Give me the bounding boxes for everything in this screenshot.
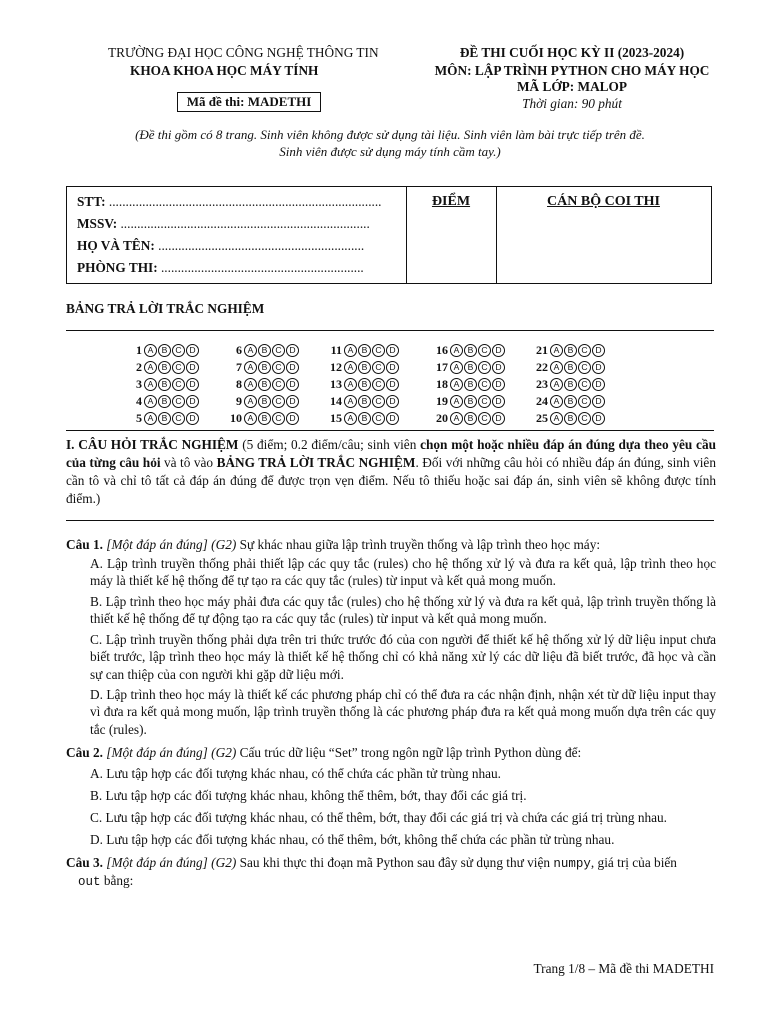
answer-bubble-b[interactable]: B — [258, 412, 271, 425]
answer-number: 2 — [136, 359, 142, 374]
answer-bubble-d[interactable]: D — [492, 344, 505, 357]
answer-bubble-a[interactable]: A — [550, 378, 563, 391]
answer-row — [320, 393, 399, 410]
answer-bubble-c[interactable]: C — [478, 412, 491, 425]
answer-bubble-b[interactable]: B — [564, 412, 577, 425]
answer-bubble-d[interactable]: D — [386, 344, 399, 357]
answer-bubble-d[interactable]: D — [386, 395, 399, 408]
answer-bubble-b[interactable]: B — [258, 395, 271, 408]
answer-bubble-c[interactable]: C — [172, 395, 185, 408]
name-field[interactable] — [77, 237, 364, 255]
answer-row — [220, 410, 299, 427]
answer-number: 18 — [436, 376, 448, 391]
answer-number: 12 — [330, 359, 342, 374]
answer-bubble-b[interactable]: B — [358, 378, 371, 391]
answer-bubble-c[interactable]: C — [372, 395, 385, 408]
answer-bubble-a[interactable]: A — [450, 412, 463, 425]
answer-number: 8 — [236, 376, 242, 391]
answer-bubble-b[interactable]: B — [158, 344, 171, 357]
answer-bubble-a[interactable]: A — [144, 378, 157, 391]
divider — [66, 430, 714, 431]
exam-title: ĐỀ THI CUỐI HỌC KỲ II (2023-2024) — [459, 45, 685, 60]
answer-bubble-b[interactable]: B — [464, 395, 477, 408]
question-tag: [Một đáp án đúng] (G2) — [106, 745, 237, 760]
answer-bubble-c[interactable]: C — [172, 412, 185, 425]
answer-bubble-a[interactable]: A — [344, 344, 357, 357]
question-label: Câu 3. — [66, 855, 103, 870]
answer-bubble-a[interactable]: A — [344, 378, 357, 391]
answer-number: 5 — [136, 410, 142, 425]
answer-bubble-d[interactable]: D — [386, 412, 399, 425]
instructions-heading: I. CÂU HỎI TRẮC NGHIỆM — [66, 437, 239, 452]
subject-title: MÔN: LẬP TRÌNH PYTHON CHO MÁY HỌC — [434, 63, 710, 78]
instructions-text: (5 điểm; 0.2 điểm/câu; sinh viên — [238, 437, 421, 452]
question-tag: [Một đáp án đúng] (G2) — [106, 537, 237, 552]
answer-number: 23 — [536, 376, 548, 391]
answer-number: 10 — [230, 410, 242, 425]
question-3 — [66, 854, 716, 891]
proctor-header: CÁN BỘ COI THI — [547, 194, 660, 209]
answer-bubble-c[interactable]: C — [272, 344, 285, 357]
answer-bubble-d[interactable]: D — [286, 344, 299, 357]
question-2 — [66, 744, 716, 761]
answer-bubble-d[interactable]: D — [186, 361, 199, 374]
answer-bubble-c[interactable]: C — [272, 412, 285, 425]
answer-number: 1 — [136, 342, 142, 357]
answer-row — [120, 342, 199, 359]
answer-bubble-a[interactable]: A — [550, 361, 563, 374]
answer-bubble-d[interactable]: D — [492, 412, 505, 425]
answer-row — [220, 342, 299, 359]
question-tag: [Một đáp án đúng] (G2) — [106, 855, 237, 870]
answer-bubble-c[interactable]: C — [172, 361, 185, 374]
name-dots: .............................................................. — [154, 238, 365, 253]
name-label: HỌ VÀ TÊN: — [77, 238, 155, 253]
option-1b: B. Lập trình theo học máy phải đưa các quy tắc (rules) cho hệ thống xử lý và đưa ra kết quả, lập trình truyền thống là thiết kế hệ thống để tự động tạo ra các quy tắc (rules) từ input và kết quả mong muốn. — [90, 594, 716, 627]
answer-number: 19 — [436, 393, 448, 408]
exam-note — [60, 126, 720, 160]
answer-bubble-b[interactable]: B — [358, 344, 371, 357]
university-name: TRƯỜNG ĐẠI HỌC CÔNG NGHỆ THÔNG TIN — [108, 45, 379, 60]
answer-bubble-b[interactable]: B — [564, 361, 577, 374]
answer-column — [220, 342, 299, 427]
answer-bubble-d[interactable]: D — [186, 378, 199, 391]
answer-number: 20 — [436, 410, 448, 425]
answer-bubble-b[interactable]: B — [464, 361, 477, 374]
answer-bubble-c[interactable]: C — [372, 412, 385, 425]
answer-bubble-c[interactable]: C — [272, 378, 285, 391]
question-text: , giá trị của biến — [590, 855, 677, 870]
answer-bubble-d[interactable]: D — [592, 361, 605, 374]
answer-bubble-d[interactable]: D — [286, 361, 299, 374]
answer-row — [320, 376, 399, 393]
stt-field[interactable] — [77, 193, 382, 211]
score-header: ĐIỂM — [431, 194, 471, 209]
answer-bubble-b[interactable]: B — [158, 378, 171, 391]
answer-bubble-c[interactable]: C — [578, 395, 591, 408]
answer-bubble-d[interactable]: D — [386, 378, 399, 391]
answer-bubble-d[interactable]: D — [286, 378, 299, 391]
answer-bubble-d[interactable]: D — [186, 344, 199, 357]
stt-dots: .................................................................................. — [105, 194, 382, 209]
answer-number: 4 — [136, 393, 142, 408]
question-label: Câu 2. — [66, 745, 103, 760]
answer-bubble-a[interactable]: A — [144, 395, 157, 408]
answer-bubble-a[interactable]: A — [550, 344, 563, 357]
answer-bubble-a[interactable]: A — [244, 361, 257, 374]
answer-column — [120, 342, 199, 427]
mssv-dots: ........................................................................... — [117, 216, 370, 231]
score-cell[interactable] — [406, 187, 497, 283]
answer-column — [320, 342, 399, 427]
answer-bubble-a[interactable]: A — [244, 412, 257, 425]
instructions-text: . Đối với những câu hỏi có nhiều đáp án đúng, sinh viên cần tô và chỉ tô tất cả đáp án đúng để được trọn vẹn điểm. Nếu tô thiếu hoặc sai đáp án, sinh viên sẽ không được tính điểm.) — [66, 455, 716, 507]
option-2b: B. Lưu tập hợp các đối tượng khác nhau, không thể thêm, bớt, thay đổi các giá trị. — [90, 788, 527, 803]
answer-bubble-b[interactable]: B — [464, 412, 477, 425]
answer-bubble-b[interactable]: B — [158, 361, 171, 374]
answer-bubble-c[interactable]: C — [578, 361, 591, 374]
code-out: out — [78, 875, 101, 890]
answer-number: 14 — [330, 393, 342, 408]
mssv-field[interactable] — [77, 215, 370, 233]
answer-number: 25 — [536, 410, 548, 425]
instructions-emphasis: BẢNG TRẢ LỜI TRẮC NGHIỆM — [216, 455, 416, 471]
answer-bubble-d[interactable]: D — [492, 395, 505, 408]
answer-row — [120, 376, 199, 393]
answer-row — [320, 410, 399, 427]
option-2c: C. Lưu tập hợp các đối tượng khác nhau, có thể thêm, bớt, thay đổi các giá trị và chứa các giá trị trùng nhau. — [90, 810, 667, 825]
answer-bubble-c[interactable]: C — [272, 361, 285, 374]
answer-bubble-d[interactable]: D — [492, 378, 505, 391]
answer-bubble-c[interactable]: C — [272, 395, 285, 408]
answer-row — [526, 393, 605, 410]
answer-number: 16 — [436, 342, 448, 357]
answer-bubble-d[interactable]: D — [592, 344, 605, 357]
code-numpy: numpy — [553, 857, 591, 871]
answer-bubble-d[interactable]: D — [386, 361, 399, 374]
answer-bubble-d[interactable]: D — [592, 412, 605, 425]
answer-bubble-c[interactable]: C — [478, 395, 491, 408]
answer-row — [220, 393, 299, 410]
answer-row — [526, 410, 605, 427]
class-code: MÃ LỚP: MALOP — [516, 79, 628, 94]
answer-bubble-a[interactable]: A — [344, 361, 357, 374]
answer-bubble-b[interactable]: B — [158, 412, 171, 425]
exam-note-line-2: Sinh viên được sử dụng máy tính cầm tay.) — [279, 144, 501, 160]
question-text: Sự khác nhau giữa lập trình truyền thống và lập trình theo học máy: — [236, 537, 601, 552]
answer-bubble-a[interactable]: A — [450, 378, 463, 391]
answer-bubble-a[interactable]: A — [144, 344, 157, 357]
proctor-cell[interactable] — [496, 187, 711, 283]
answer-column — [426, 342, 505, 427]
answer-row — [120, 410, 199, 427]
answer-bubble-a[interactable]: A — [450, 344, 463, 357]
answer-row — [426, 393, 505, 410]
answer-bubble-d[interactable]: D — [492, 361, 505, 374]
answer-number: 17 — [436, 359, 448, 374]
answer-sheet-title: BẢNG TRẢ LỜI TRẮC NGHIỆM — [66, 301, 265, 316]
option-1a: A. Lập trình truyền thống phải thiết lập các quy tắc (rules) cho hệ thống xử lý và đưa ra kết quả, lập trình theo học máy là thiết kế hệ thống để tự tạo ra các quy tắc (rules) từ input và kết quả mong muốn. — [90, 556, 716, 589]
answer-number: 13 — [330, 376, 342, 391]
room-field[interactable] — [77, 259, 364, 277]
answer-row — [526, 342, 605, 359]
instructions-emphasis: chọn một hoặc nhiều đáp án đúng dựa theo yêu cầu của từng câu hỏi — [66, 437, 716, 471]
answer-bubble-c[interactable]: C — [478, 361, 491, 374]
answer-bubble-b[interactable]: B — [158, 395, 171, 408]
answer-bubble-d[interactable]: D — [286, 412, 299, 425]
answer-bubble-c[interactable]: C — [172, 344, 185, 357]
answer-bubble-a[interactable]: A — [450, 361, 463, 374]
answer-row — [526, 359, 605, 376]
question-text: bằng: — [100, 873, 134, 889]
answer-bubble-b[interactable]: B — [564, 344, 577, 357]
answer-bubble-b[interactable]: B — [258, 361, 271, 374]
answer-bubble-c[interactable]: C — [478, 344, 491, 357]
answer-row — [120, 359, 199, 376]
answer-bubble-a[interactable]: A — [244, 395, 257, 408]
exam-note-line-1: (Đề thi gồm có 8 trang. Sinh viên không được sử dụng tài liệu. Sinh viên làm bài trực tiếp trên đề. — [135, 127, 645, 142]
answer-bubble-b[interactable]: B — [358, 395, 371, 408]
instructions-text: và tô vào — [160, 455, 217, 471]
answer-bubble-b[interactable]: B — [258, 378, 271, 391]
answer-row — [426, 359, 505, 376]
answer-bubble-a[interactable]: A — [244, 378, 257, 391]
answer-bubble-c[interactable]: C — [578, 378, 591, 391]
mssv-label: MSSV: — [77, 216, 118, 231]
exam-duration: Thời gian: 90 phút — [522, 96, 622, 111]
room-dots: ............................................................. — [157, 260, 364, 275]
answer-row — [426, 342, 505, 359]
answer-row — [220, 376, 299, 393]
answer-row — [526, 376, 605, 393]
answer-bubble-d[interactable]: D — [286, 395, 299, 408]
option-1d: D. Lập trình theo học máy là thiết kế các phương pháp chỉ có thể đưa ra các nhận định, nhận xét từ dữ liệu input thay vì đưa ra kết quả mong muốn, lập trình truyền thống là các phương pháp đưa ra kết quả mong muốn dựa trên các quy tắc (rules). — [90, 687, 716, 737]
answer-bubble-a[interactable]: A — [450, 395, 463, 408]
instructions — [66, 436, 716, 508]
answer-bubble-b[interactable]: B — [258, 344, 271, 357]
question-text: Sau khi thực thi đoạn mã Python sau đây sử dụng thư viện — [236, 855, 554, 870]
answer-row — [120, 393, 199, 410]
answer-bubble-c[interactable]: C — [372, 344, 385, 357]
answer-bubble-a[interactable]: A — [550, 395, 563, 408]
answer-bubble-a[interactable]: A — [344, 395, 357, 408]
answer-bubble-c[interactable]: C — [172, 378, 185, 391]
answer-number: 7 — [236, 359, 242, 374]
exam-code-box: Mã đề thi: MADETHI — [177, 92, 321, 112]
answer-row — [320, 359, 399, 376]
question-text: Cấu trúc dữ liệu “Set” trong ngôn ngữ lập trình Python dùng để: — [236, 745, 582, 760]
answer-bubble-a[interactable]: A — [144, 361, 157, 374]
answer-bubble-a[interactable]: A — [550, 412, 563, 425]
answer-number: 15 — [330, 410, 342, 425]
answer-bubble-b[interactable]: B — [564, 395, 577, 408]
student-info-fields — [67, 187, 407, 283]
answer-row — [220, 359, 299, 376]
question-label: Câu 1. — [66, 537, 103, 552]
option-2a: A. Lưu tập hợp các đối tượng khác nhau, có thể chứa các phần tử trùng nhau. — [90, 766, 502, 781]
answer-bubble-b[interactable]: B — [358, 412, 371, 425]
option-1c: C. Lập trình truyền thống phải dựa trên tri thức trước đó của con người để thiết kế hệ thống xử lý dữ liệu input chưa biết trước, lập trình theo học máy là thiết kế hệ thống chỉ có khả năng xử lý các dữ liệu đã biết trước, đã học và cần sự can thiệp của con người khi gặp dữ liệu mới. — [90, 632, 716, 682]
answer-bubble-c[interactable]: C — [372, 361, 385, 374]
answer-number: 11 — [330, 342, 342, 357]
answer-row — [426, 376, 505, 393]
faculty-name: KHOA KHOA HỌC MÁY TÍNH — [130, 63, 319, 78]
page-footer: Trang 1/8 – Mã đề thi MADETHI — [533, 961, 714, 976]
answer-bubble-d[interactable]: D — [186, 412, 199, 425]
question-1 — [66, 536, 716, 553]
answer-row — [320, 342, 399, 359]
answer-bubble-b[interactable]: B — [358, 361, 371, 374]
answer-row — [426, 410, 505, 427]
answer-bubble-a[interactable]: A — [344, 412, 357, 425]
answer-bubble-c[interactable]: C — [578, 344, 591, 357]
answer-number: 21 — [536, 342, 548, 357]
answer-number: 24 — [536, 393, 548, 408]
answer-bubble-d[interactable]: D — [186, 395, 199, 408]
answer-bubble-b[interactable]: B — [564, 378, 577, 391]
answer-bubble-d[interactable]: D — [592, 395, 605, 408]
option-2d: D. Lưu tập hợp các đối tượng khác nhau, có thể thêm, bớt, không thể chứa các phần tử trùng nhau. — [90, 832, 615, 847]
answer-bubble-c[interactable]: C — [578, 412, 591, 425]
divider — [66, 520, 714, 521]
divider — [66, 330, 714, 331]
answer-number: 9 — [236, 393, 242, 408]
answer-bubble-c[interactable]: C — [372, 378, 385, 391]
answer-number: 3 — [136, 376, 142, 391]
student-info-box — [66, 186, 712, 284]
answer-bubble-d[interactable]: D — [592, 378, 605, 391]
answer-number: 22 — [536, 359, 548, 374]
stt-label: STT: — [77, 194, 106, 209]
answer-number: 6 — [236, 342, 242, 357]
answer-column — [526, 342, 605, 427]
answer-bubble-a[interactable]: A — [144, 412, 157, 425]
answer-bubble-b[interactable]: B — [464, 378, 477, 391]
room-label: PHÒNG THI: — [77, 260, 158, 275]
answer-bubble-c[interactable]: C — [478, 378, 491, 391]
answer-bubble-a[interactable]: A — [244, 344, 257, 357]
answer-bubble-b[interactable]: B — [464, 344, 477, 357]
